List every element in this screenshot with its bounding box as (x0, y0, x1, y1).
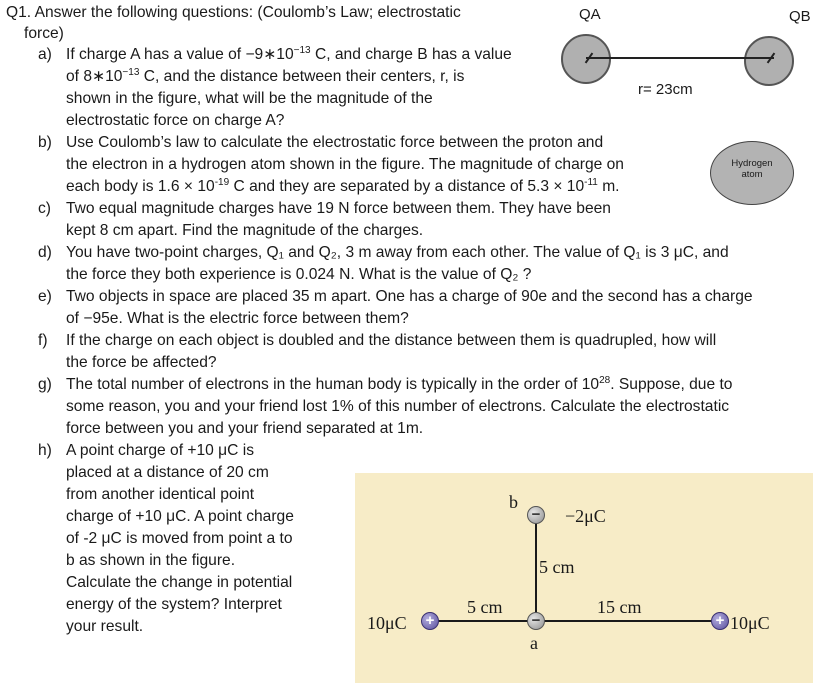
part-e-line2: of −95e. What is the electric force between them? (66, 310, 409, 327)
part-g-line3: force between you and your friend separated at 1m. (66, 420, 424, 437)
part-d-letter: d) (38, 244, 52, 261)
part-f-line2: the force be affected? (66, 354, 217, 371)
part-b-line1: Use Coulomb’s law to calculate the electrostatic force between the proton and (66, 134, 604, 151)
part-f-line1: If the charge on each object is doubled and the distance between them is quadrupled, how will (66, 332, 717, 349)
part-h-line: of -2 μC is moved from point a to (66, 530, 293, 547)
part-g-line2: some reason, you and your friend lost 1% of this number of electrons. Calculate the electrostatic (66, 398, 730, 415)
negative-charge-b: − (527, 506, 545, 524)
right-distance-label: 15 cm (597, 597, 642, 617)
vertical-distance-label: 5 cm (539, 557, 575, 577)
distance-line (586, 57, 774, 59)
point-b-label: b (509, 492, 518, 512)
part-a-line3: shown in the figure, what will be the magnitude of the (66, 90, 433, 107)
hydrogen-label: Hydrogen (731, 158, 773, 169)
vertical-line (535, 515, 537, 620)
part-h-letter: h) (38, 442, 52, 459)
part-e-line1: Two objects in space are placed 35 m apart. One has a charge of 90e and the second has a charge (66, 288, 753, 305)
part-h-line: charge of +10 μC. A point charge (66, 508, 294, 525)
part-a-line1: If charge A has a value of $-9∗10^{-13}$ C, and charge B has a value (66, 45, 512, 63)
part-h-line: from another identical point (66, 486, 255, 503)
point-a-label: a (530, 633, 538, 653)
part-c-letter: c) (38, 200, 51, 217)
question-title: Q1. Answer the following questions: (Coulomb’s Law; electrostatic (6, 4, 461, 21)
part-h-line: b as shown in the figure. (66, 552, 236, 569)
left-distance-label: 5 cm (467, 597, 503, 617)
right-charge-label: 10μC (730, 613, 770, 633)
negative-charge-a: − (527, 612, 545, 630)
baseline (425, 620, 713, 622)
part-d-line1: You have two-point charges, Q₁ and Q₂, 3 m away from each other. The value of Q₁ is 3 μC, and (66, 244, 729, 261)
question-title-cont: force) (24, 25, 64, 42)
part-a-letter: a) (38, 46, 52, 63)
distance-label: r= 23cm (638, 81, 693, 98)
part-f-letter: f) (38, 332, 48, 349)
qa-label: QA (579, 6, 601, 23)
part-a-line2: of $8∗10^{-13}$ C, and the distance between their centers, r, is (66, 67, 465, 85)
part-c-line2: kept 8 cm apart. Find the magnitude of the charges. (66, 222, 424, 239)
left-charge-label: 10μC (367, 613, 407, 633)
part-h-line: energy of the system? Interpret (66, 596, 282, 613)
part-b-line2: the electron in a hydrogen atom shown in the figure. The magnitude of charge on (66, 156, 624, 173)
coulomb-figure (555, 0, 835, 200)
part-d-line2: the force they both experience is 0.024 N. What is the value of Q₂ ? (66, 266, 532, 283)
part-h-line: your result. (66, 618, 144, 635)
part-e-letter: e) (38, 288, 52, 305)
negative-charge-label: −2μC (565, 506, 606, 526)
part-h-line: placed at a distance of 20 cm (66, 464, 269, 481)
part-b-letter: b) (38, 134, 52, 151)
part-g-line1: The total number of electrons in the human body is typically in the order of $10^{28}$. Suppose, due to (66, 375, 733, 393)
atom-label: atom (741, 169, 763, 180)
qb-label: QB (789, 8, 811, 25)
part-b-line3: each body is $1.6 \times 10^{-19}$ C and they are separated by a distance of $5.3 \times 10^{-11}$ m. (66, 177, 620, 195)
hydrogen-atom (710, 141, 794, 205)
positive-charge-right: + (711, 612, 729, 630)
part-h-line: A point charge of +10 μC is (66, 442, 254, 459)
potential-energy-figure (355, 473, 813, 683)
part-g-letter: g) (38, 376, 52, 393)
part-h-line: Calculate the change in potential (66, 574, 293, 591)
positive-charge-left: + (421, 612, 439, 630)
part-a-line4: electrostatic force on charge A? (66, 112, 285, 129)
part-c-line1: Two equal magnitude charges have 19 N force between them. They have been (66, 200, 611, 217)
